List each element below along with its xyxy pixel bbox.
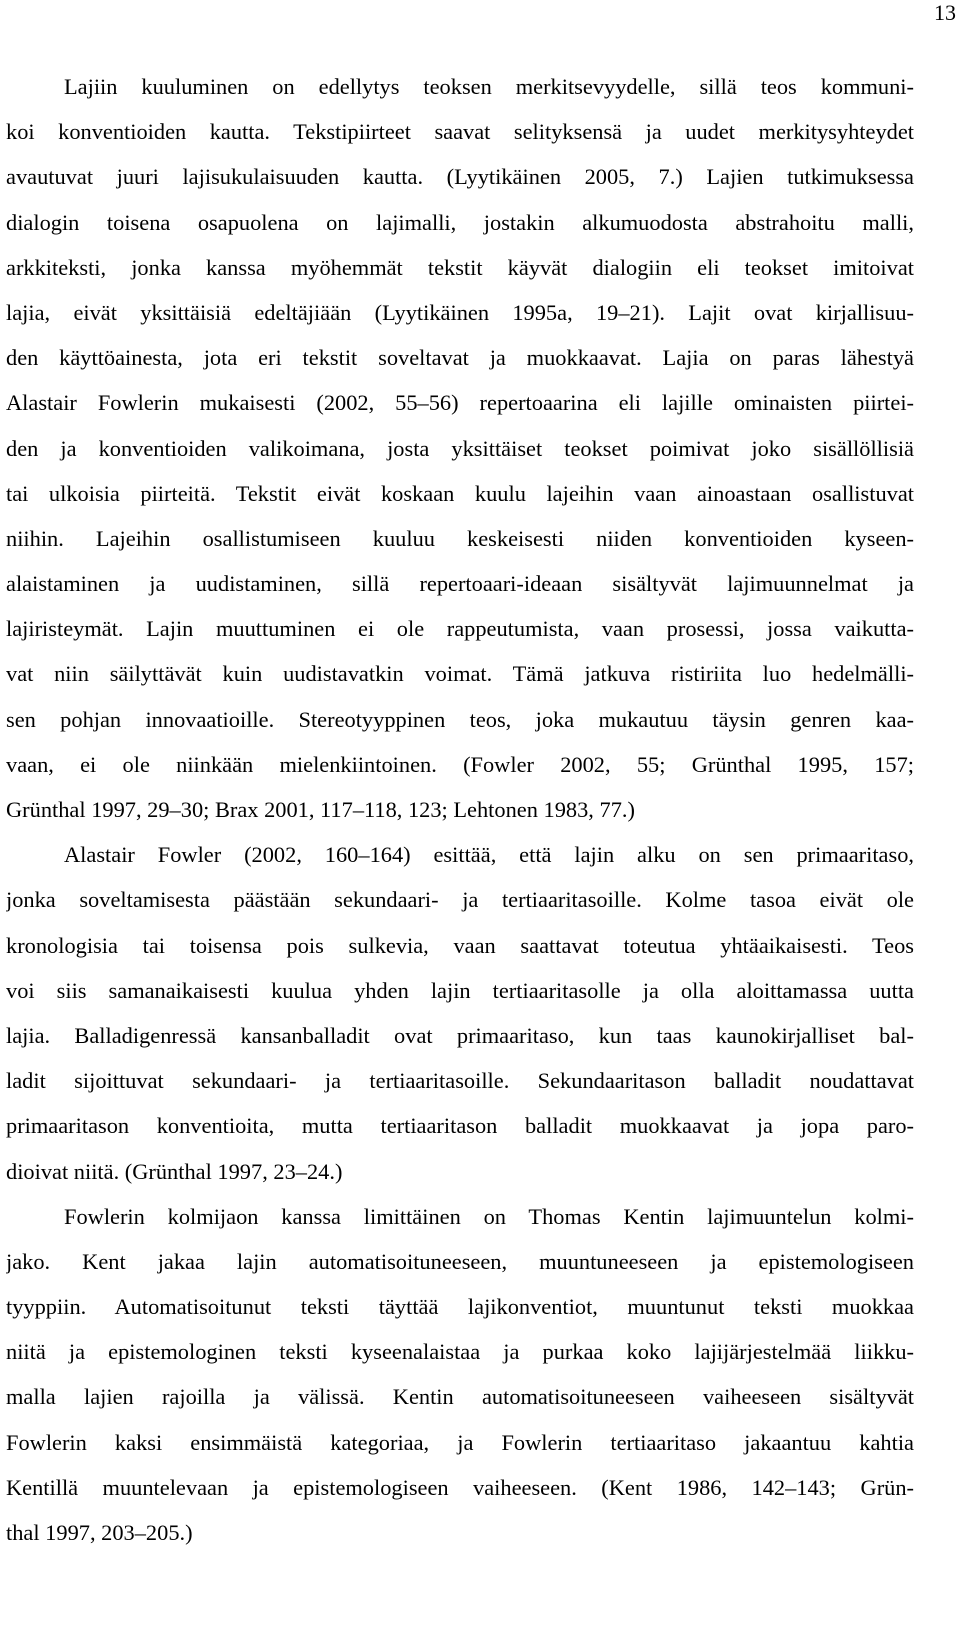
text-line: Alastair Fowlerin mukaisesti (2002, 55–56) repertoaarina eli lajille ominaisten piirtei- <box>6 390 914 416</box>
text-line: den ja konventioiden valikoimana, josta yksittäiset teokset poimivat joko sisällöllisiä <box>6 435 914 461</box>
text-line: den käyttöainesta, jota eri tekstit soveltavat ja muokkaavat. Lajia on paras lähestyä <box>6 345 914 371</box>
text-line: arkkiteksti, jonka kanssa myöhemmät tekstit käyvät dialogiin eli teokset imitoivat <box>6 254 914 280</box>
text-line: Fowlerin kaksi ensimmäistä kategoriaa, ja Fowlerin tertiaaritaso jakaantuu kahtia <box>6 1429 914 1455</box>
text-line: niitä ja epistemologinen teksti kyseenalaistaa ja purkaa koko lajijärjestelmää liikku- <box>6 1339 914 1365</box>
body-text <box>6 64 914 1555</box>
text-line: voi siis samanaikaisesti kuulua yhden lajin tertiaaritasolle ja olla aloittamassa uutta <box>6 977 914 1003</box>
text-line: vaan, ei ole niinkään mielenkiintoinen. (Fowler 2002, 55; Grünthal 1995, 157; <box>6 751 914 777</box>
text-line: tai ulkoisia piirteitä. Tekstit eivät koskaan kuulu lajeihin vaan ainoastaan osallistuvat <box>6 480 914 506</box>
text-line: lajia, eivät yksittäisiä edeltäjiään (Lyytikäinen 1995a, 19–21). Lajit ovat kirjallisuu- <box>6 299 914 325</box>
text-line: thal 1997, 203–205.) <box>6 1520 193 1545</box>
text-line: lajiristeymät. Lajin muuttuminen ei ole rappeutumista, vaan prosessi, jossa vaikutta- <box>6 616 914 642</box>
text-line: vat niin säilyttävät kuin uudistavatkin voimat. Tämä jatkuva ristiriita luo hedelmälli- <box>6 661 914 687</box>
text-line: Fowlerin kolmijaon kanssa limittäinen on Thomas Kentin lajimuuntelun kolmi- <box>64 1203 914 1229</box>
text-line: Kentillä muuntelevaan ja epistemologiseen vaiheeseen. (Kent 1986, 142–143; Grün- <box>6 1474 914 1500</box>
page-number: 13 <box>934 0 956 25</box>
text-line: jonka soveltamisesta päästään sekundaari- ja tertiaaritasoille. Kolme tasoa eivät ole <box>6 887 914 913</box>
text-line: dioivat niitä. (Grünthal 1997, 23–24.) <box>6 1158 343 1184</box>
text-line: alaistaminen ja uudistaminen, sillä repertoaari-ideaan sisältyvät lajimuunnelmat ja <box>6 571 914 597</box>
text-line: niihin. Lajeihin osallistumiseen kuuluu keskeisesti niiden konventioiden kyseen- <box>6 525 914 551</box>
text-line: kronologisia tai toisensa pois sulkevia, vaan saattavat toteutua yhtäaikaisesti. Teos <box>6 932 914 958</box>
text-line: dialogin toisena osapuolena on lajimalli, jostakin alkumuodosta abstrahoitu malli, <box>6 209 914 235</box>
text-line: Grünthal 1997, 29–30; Brax 2001, 117–118, 123; Lehtonen 1983, 77.) <box>6 797 635 822</box>
text-line: tyyppiin. Automatisoitunut teksti täyttää lajikonventiot, muuntunut teksti muokkaa <box>6 1294 914 1320</box>
text-line: ladit sijoittuvat sekundaari- ja tertiaaritasoille. Sekundaaritason balladit noudattavat <box>6 1068 914 1094</box>
text-line: jako. Kent jakaa lajin automatisoituneeseen, muuntuneeseen ja epistemologiseen <box>6 1248 914 1274</box>
text-line: koi konventioiden kautta. Tekstipiirteet saavat selityksensä ja uudet merkitysyhteydet <box>6 119 914 145</box>
text-line: primaaritason konventioita, mutta tertiaaritason balladit muokkaavat ja jopa paro- <box>6 1113 914 1139</box>
text-line: Alastair Fowler (2002, 160–164) esittää, että lajin alku on sen primaaritaso, <box>64 842 914 868</box>
text-line: lajia. Balladigenressä kansanballadit ovat primaaritaso, kun taas kaunokirjalliset bal- <box>6 1022 914 1048</box>
text-line: avautuvat juuri lajisukulaisuuden kautta. (Lyytikäinen 2005, 7.) Lajien tutkimuksessa <box>6 164 914 190</box>
text-line: sen pohjan innovaatioille. Stereotyyppinen teos, joka mukautuu täysin genren kaa- <box>6 706 914 732</box>
text-line: Lajiin kuuluminen on edellytys teoksen merkitsevyydelle, sillä teos kommuni- <box>64 74 914 99</box>
text-line: malla lajien rajoilla ja välissä. Kentin automatisoituneeseen vaiheeseen sisältyvät <box>6 1384 914 1410</box>
